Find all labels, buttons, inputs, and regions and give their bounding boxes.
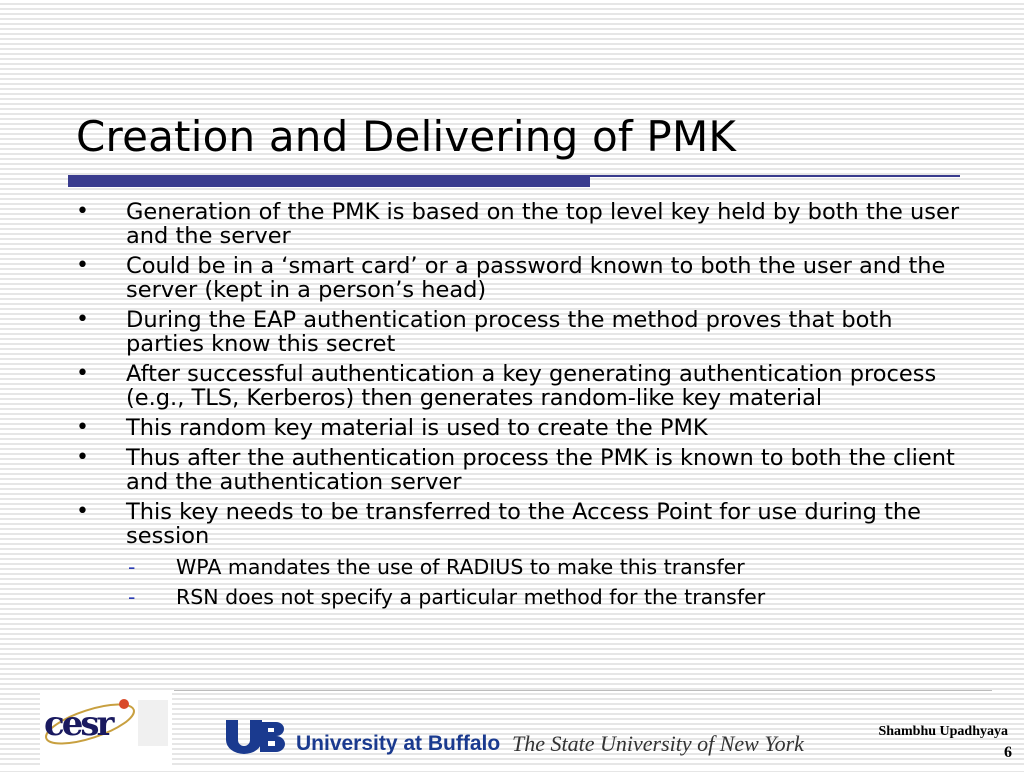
sub-bullet-marker: -: [128, 585, 136, 609]
bullet-marker: •: [76, 361, 89, 386]
title-underline-thick: [68, 175, 590, 187]
bullet-marker: •: [76, 415, 89, 440]
bullet-text: Generation of the PMK is based on the top level key held by both the user and the server: [126, 199, 960, 249]
bullet-marker: •: [76, 253, 89, 278]
bullet-item: [74, 308, 964, 356]
bullet-item: [74, 362, 964, 410]
page-number: 6: [1004, 744, 1012, 761]
bullet-text: This random key material is used to create the PMK: [126, 415, 708, 441]
sub-bullet-item: [74, 554, 964, 580]
bullet-marker: •: [76, 199, 89, 224]
bullet-item: [74, 200, 964, 248]
title-underline-thin: [590, 175, 960, 177]
ub-subtitle: The State University of New York: [512, 731, 804, 756]
cesr-logo-text: cesr: [44, 704, 112, 744]
bullet-text: Thus after the authentication process the PMK is known to both the client and the authentication server: [126, 445, 955, 495]
sub-bullet-text: WPA mandates the use of RADIUS to make this transfer: [176, 555, 745, 579]
bullet-marker: •: [76, 499, 89, 524]
bullet-item: [74, 446, 964, 494]
bullet-marker: •: [76, 307, 89, 332]
bullet-text: This key needs to be transferred to the Access Point for use during the session: [126, 499, 922, 549]
bullet-text: Could be in a ‘smart card’ or a password known to both the user and the server (kept in a person’s head): [126, 253, 946, 303]
bullet-text: During the EAP authentication process the method proves that both parties know this secret: [126, 307, 893, 357]
sub-bullet-marker: -: [128, 555, 136, 579]
slide-title: Creation and Delivering of PMK: [76, 112, 737, 161]
cesr-logo: [40, 690, 172, 768]
bullet-list: [74, 200, 964, 614]
bullet-item: [74, 254, 964, 302]
bullet-text: After successful authentication a key generating authentication process (e.g., TLS, Kerberos) then generates random-like key material: [126, 361, 937, 411]
sub-bullet-item: [74, 584, 964, 610]
ub-wordmark: University at Buffalo: [296, 732, 501, 755]
author-name: Shambhu Upadhyaya: [878, 724, 1008, 739]
bullet-item: [74, 416, 964, 440]
sub-bullet-text: RSN does not specify a particular method for the transfer: [176, 585, 766, 609]
bullet-marker: •: [76, 445, 89, 470]
footer-divider: [174, 690, 992, 691]
ub-logo-icon: [224, 716, 290, 754]
bullet-item: [74, 500, 964, 548]
